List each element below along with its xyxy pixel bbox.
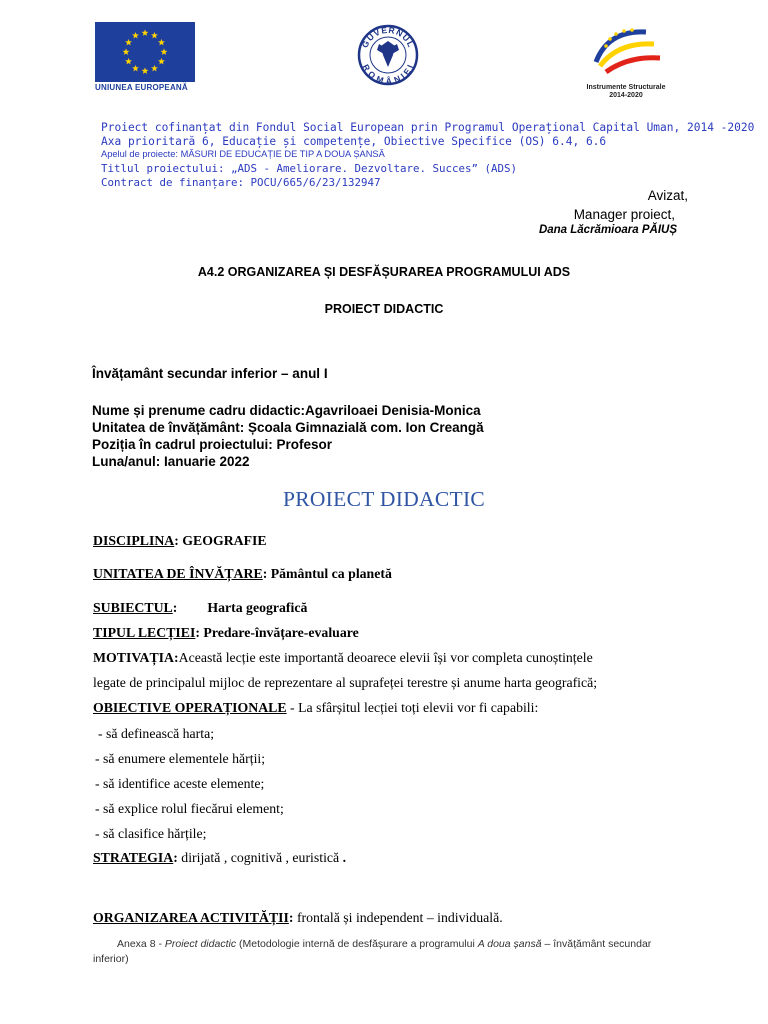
motivation-text: Această lecție este importantă deoarece elevii își vor completa cunoștințele bbox=[178, 650, 593, 665]
discipline-row bbox=[93, 533, 267, 549]
project-position: Poziția în cadrul proiectului: Profesor bbox=[92, 437, 333, 452]
page-footer bbox=[93, 937, 683, 967]
project-axis-line: Axa prioritară 6, Educație și competențe, Obiective Specifice (OS) 6.4, 6.6 bbox=[101, 135, 607, 148]
discipline-label: DISCIPLINA bbox=[93, 533, 175, 548]
structural-instruments-logo-icon bbox=[588, 22, 666, 80]
document-subheading: PROIECT DIDACTIC bbox=[324, 302, 444, 316]
organization-text: frontală și independent – individuală. bbox=[293, 910, 503, 925]
page-title: PROIECT DIDACTIC bbox=[282, 487, 486, 511]
seal-ring-bottom: ROMÂNIEI bbox=[360, 62, 416, 86]
footer-level: – învățământ secundar inferior) bbox=[93, 938, 652, 965]
footer-program-name: A doua șansă bbox=[477, 938, 542, 950]
strategy-colon: : bbox=[173, 850, 178, 865]
section-heading: A4.2 ORGANIZAREA ȘI DESFĂȘURAREA PROGRAMULUI ADS bbox=[197, 265, 571, 279]
struct-caption-line-2: 2014-2020 bbox=[609, 92, 643, 99]
learning-unit-row bbox=[93, 566, 392, 582]
objective-item: - să enumere elementele hărții; bbox=[95, 751, 266, 766]
strategy-row bbox=[93, 850, 346, 866]
objective-item: - să definească harta; bbox=[98, 726, 215, 741]
lesson-type-value: : Predare-învățare-evaluare bbox=[195, 625, 359, 640]
objectives-row bbox=[93, 700, 538, 716]
footer-annex: Anexa 8 - bbox=[117, 938, 165, 950]
subject-value: Harta geografică bbox=[207, 600, 308, 615]
subject-label: SUBIECTUL bbox=[93, 600, 173, 615]
approval-label: Avizat, bbox=[647, 188, 688, 203]
lesson-type-row bbox=[93, 625, 359, 641]
eu-caption: UNIUNEA EUROPEANĂ bbox=[95, 83, 188, 92]
footer-methodology: (Metodologie internă de desfășurare a programului bbox=[236, 938, 478, 950]
lesson-type-label: TIPUL LECȚIEI bbox=[93, 625, 196, 640]
project-cofinancing-line: Proiect cofinanțat din Fondul Social European prin Programul Operațional Capital Uman, 2014 -2020 bbox=[101, 121, 755, 134]
objectives-intro: - La sfârșitul lecției toți elevii vor fi capabili: bbox=[286, 700, 539, 715]
project-contract-line: Contract de finanțare: POCU/665/6/23/132947 bbox=[101, 176, 381, 189]
organization-row bbox=[93, 910, 503, 926]
month-year: Luna/anul: Ianuarie 2022 bbox=[92, 454, 250, 469]
learning-unit-label: UNITATEA DE ÎNVĂȚARE bbox=[93, 566, 263, 581]
government-seal-icon bbox=[357, 24, 419, 86]
subject-row bbox=[93, 600, 307, 616]
school-name: Unitatea de învățământ: Școala Gimnazială com. Ion Creangă bbox=[92, 420, 484, 435]
motivation-label: MOTIVAȚIA: bbox=[93, 650, 179, 665]
subject-colon: : bbox=[172, 600, 178, 615]
manager-name: Dana Lăcrămioara PĂIUȘ bbox=[538, 224, 677, 236]
project-call-line: Apelul de proiecte: MĂSURI DE EDUCAȚIE DE TIP A DOUA ȘANSĂ bbox=[101, 149, 385, 159]
struct-caption-line-1: Instrumente Structurale bbox=[586, 84, 666, 91]
objective-item: - să explice rolul fiecărui element; bbox=[95, 801, 284, 816]
manager-label: Manager proiect, bbox=[573, 207, 675, 222]
project-title-line: Titlul proiectului: „ADS - Ameliorare. Dezvoltare. Succes” (ADS) bbox=[101, 162, 518, 175]
learning-unit-value: : Pământul ca planetă bbox=[262, 566, 392, 581]
eu-flag-icon bbox=[95, 22, 195, 82]
organization-colon: : bbox=[288, 910, 294, 925]
objective-item: - să clasifice hărțile; bbox=[95, 826, 207, 841]
seal-ring-top: GUVERNUL bbox=[359, 24, 417, 50]
motivation-text-continued: legate de principalul mijloc de reprezentare al suprafeței terestre și anume harta geografică; bbox=[93, 675, 598, 690]
discipline-value: : GEOGRAFIE bbox=[174, 533, 267, 548]
objectives-label: OBIECTIVE OPERAȚIONALE bbox=[93, 700, 287, 715]
teacher-name: Nume și prenume cadru didactic:Agavriloaei Denisia-Monica bbox=[92, 403, 481, 418]
education-level: Învățamânt secundar inferior – anul I bbox=[92, 366, 328, 381]
strategy-label: STRATEGIA bbox=[93, 850, 174, 865]
strategy-text: dirijată , cognitivă , euristică bbox=[177, 850, 340, 865]
strategy-end: . bbox=[339, 850, 347, 865]
motivation-row bbox=[93, 650, 593, 666]
structural-instruments-caption bbox=[576, 84, 676, 100]
organization-label: ORGANIZAREA ACTIVITĂȚII bbox=[93, 910, 289, 925]
objective-item: - să identifice aceste elemente; bbox=[95, 776, 265, 791]
footer-doc-title: Proiect didactic bbox=[164, 938, 237, 950]
